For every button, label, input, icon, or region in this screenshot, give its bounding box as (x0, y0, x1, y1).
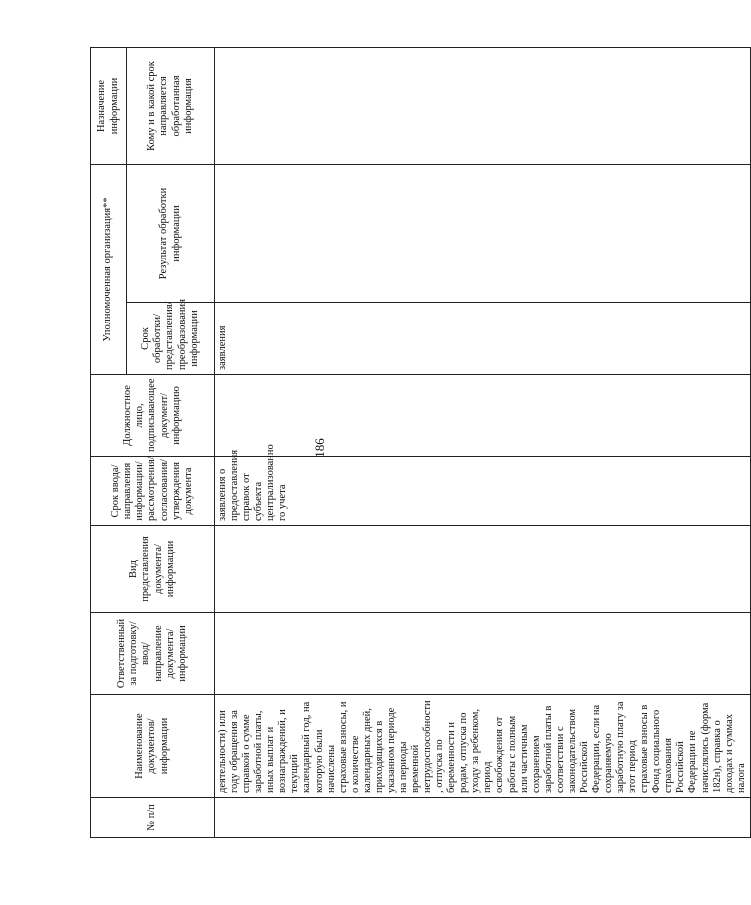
header-num: № п/п (91, 798, 215, 838)
document-table-sheet (90, 48, 747, 838)
header-purpose: Назначение информации (91, 47, 127, 164)
cell-num (215, 798, 751, 838)
header-authorized-organization: Уполномоченная организация** (91, 164, 127, 374)
cell-deadline: заявления о предоставления справок от субъекта централизованно го учета (215, 457, 751, 526)
document-table (90, 47, 751, 838)
header-official: Должностное лицо, подписывающее документ/ информацию (91, 375, 215, 457)
header-name: Наименование документов/информации (91, 695, 215, 798)
header-auth-deadline: Срок обработки/ представления/ преобразования информации (127, 303, 215, 375)
cell-type (215, 526, 751, 613)
header-type: Вид представления документа/ информации (91, 526, 215, 613)
header-responsible: Ответственный за подготовку/ ввод/ направление документа/ информации (91, 613, 215, 695)
cell-document-name: деятельности) или году обращения за справкой о сумме заработной платы, иных выплат и вознаграждений, и текущий календарный год, на которую были начислены страховые взносы, и о количестве календарных дней, приходящихся в указанном периоде на периоды временной нетрудоспособности, отпуска по беременности и родам, отпуска по уходу за ребенком, период освобождения от работы с полным или частичным сохранением заработной платы в соответствии с законодательством Российской Федерации, если на сохраняемую заработную плату за этот период страховые взносы в Фонд социального страхования Российской Федерации не начислялись (форма 182н), справка о доходах и суммах налога (215, 695, 751, 798)
cell-auth-result (215, 164, 751, 302)
cell-responsible (215, 613, 751, 695)
cell-official (215, 375, 751, 457)
cell-purpose-whom (215, 47, 751, 164)
cell-auth-deadline: заявления (215, 303, 751, 375)
table-row (215, 47, 751, 837)
header-deadline: Срок ввода/ направления информации/ рассмотрения/ согласования/ утверждения документа (91, 457, 215, 526)
page-number: 186 (312, 438, 327, 458)
header-auth-result: Результат обработки информации (127, 164, 215, 302)
header-purpose-whom: Кому и в какой срок направляется обработанная информация (127, 47, 215, 164)
